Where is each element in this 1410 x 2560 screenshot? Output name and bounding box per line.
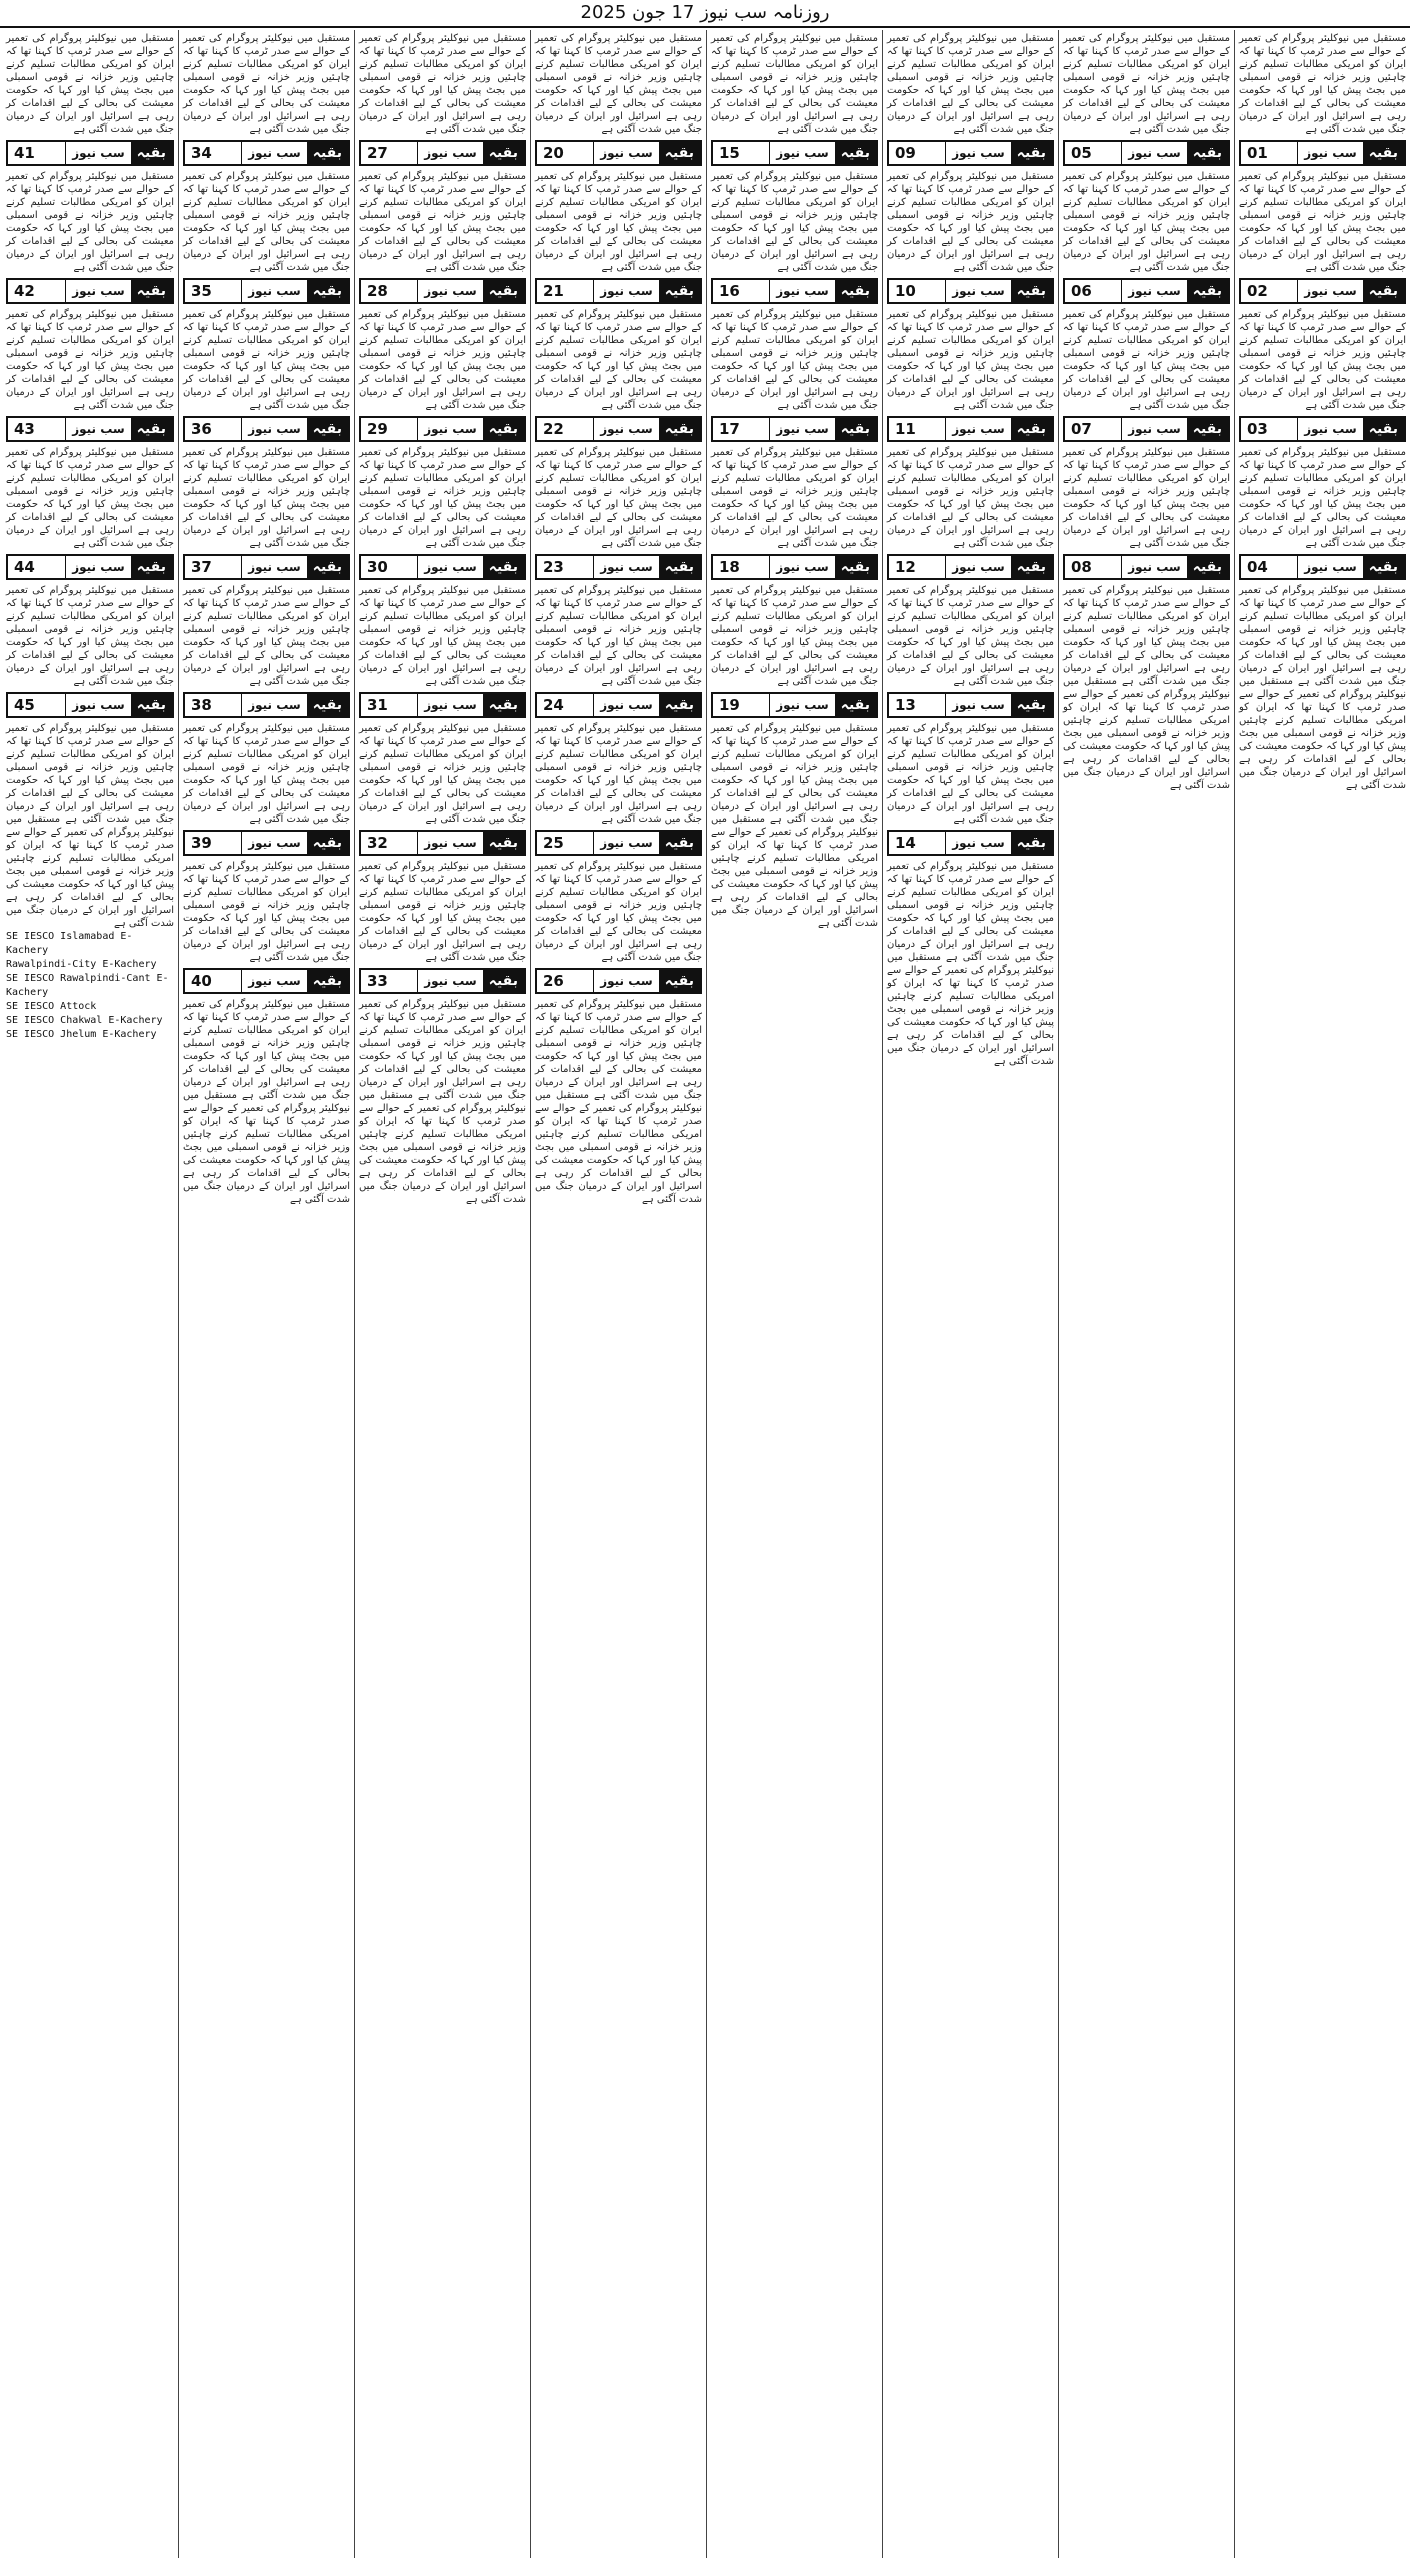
continuation-source: سب نیوز <box>952 422 1005 436</box>
continuation-box <box>359 278 526 304</box>
continuation-number: 27 <box>361 142 418 164</box>
continuation-label: بقیہ <box>835 556 876 578</box>
continuation-source: سب نیوز <box>776 698 829 712</box>
continuation-label: بقیہ <box>307 832 348 854</box>
article-text: مستقبل میں نیوکلیئر پروگرام کی تعمیر کے حوالے سے صدر ٹرمپ کا کہنا تھا کہ ایران کو امریکی مطالبات تسلیم کرنے چاہئیں وزیر خزانہ نے قومی اسمبلی میں بجٹ پیش کیا اور کہا کہ حکومت معیشت کی بحالی کے لیے اقدامات کر رہی ہے اسرائیل اور ایران کے درمیان جنگ میں شدت آگئی ہے <box>183 33 350 135</box>
continuation-source: سب نیوز <box>1304 422 1357 436</box>
continuation-source: سب نیوز <box>1304 284 1357 298</box>
continuation-box <box>183 416 350 442</box>
continuation-label: بقیہ <box>1187 142 1228 164</box>
continuation-box <box>359 140 526 166</box>
article-text: مستقبل میں نیوکلیئر پروگرام کی تعمیر کے حوالے سے صدر ٹرمپ کا کہنا تھا کہ ایران کو امریکی مطالبات تسلیم کرنے چاہئیں وزیر خزانہ نے قومی اسمبلی میں بجٹ پیش کیا اور کہا کہ حکومت معیشت کی بحالی کے لیے اقدامات کر رہی ہے اسرائیل اور ایران کے درمیان جنگ میں شدت آگئی ہے <box>887 447 1054 549</box>
continuation-number: 20 <box>537 142 594 164</box>
article-text: مستقبل میں نیوکلیئر پروگرام کی تعمیر کے حوالے سے صدر ٹرمپ کا کہنا تھا کہ ایران کو امریکی مطالبات تسلیم کرنے چاہئیں وزیر خزانہ نے قومی اسمبلی میں بجٹ پیش کیا اور کہا کہ حکومت معیشت کی بحالی کے لیے اقدامات کر رہی ہے اسرائیل اور ایران کے درمیان جنگ میں شدت آگئی ہے <box>887 171 1054 273</box>
continuation-number: 37 <box>185 556 242 578</box>
continuation-source: سب نیوز <box>1304 146 1357 160</box>
continuation-box <box>183 692 350 718</box>
continuation-box <box>1239 140 1406 166</box>
continuation-box <box>535 416 702 442</box>
article-text: مستقبل میں نیوکلیئر پروگرام کی تعمیر کے حوالے سے صدر ٹرمپ کا کہنا تھا کہ ایران کو امریکی مطالبات تسلیم کرنے چاہئیں وزیر خزانہ نے قومی اسمبلی میں بجٹ پیش کیا اور کہا کہ حکومت معیشت کی بحالی کے لیے اقدامات کر رہی ہے اسرائیل اور ایران کے درمیان جنگ میں شدت آگئی ہے مستقبل میں نیوکلیئر پروگرام کی تعمیر کے حوالے سے صدر ٹرمپ کا کہنا تھا کہ ایران کو امریکی مطالبات تسلیم کرنے چاہئیں وزیر خزانہ نے قومی اسمبلی میں بجٹ پیش کیا اور کہا کہ حکومت معیشت کی بحالی کے لیے اقدامات کر رہی ہے اسرائیل اور ایران کے درمیان جنگ میں شدت آگئی ہے <box>1063 585 1230 791</box>
continuation-number: 36 <box>185 418 242 440</box>
article-text: مستقبل میں نیوکلیئر پروگرام کی تعمیر کے حوالے سے صدر ٹرمپ کا کہنا تھا کہ ایران کو امریکی مطالبات تسلیم کرنے چاہئیں وزیر خزانہ نے قومی اسمبلی میں بجٹ پیش کیا اور کہا کہ حکومت معیشت کی بحالی کے لیے اقدامات کر رہی ہے اسرائیل اور ایران کے درمیان جنگ میں شدت آگئی ہے <box>183 585 350 687</box>
continuation-source: سب نیوز <box>424 422 477 436</box>
continuation-source: سب نیوز <box>248 836 301 850</box>
column-4 <box>706 30 882 2558</box>
article-text: مستقبل میں نیوکلیئر پروگرام کی تعمیر کے حوالے سے صدر ٹرمپ کا کہنا تھا کہ ایران کو امریکی مطالبات تسلیم کرنے چاہئیں وزیر خزانہ نے قومی اسمبلی میں بجٹ پیش کیا اور کہا کہ حکومت معیشت کی بحالی کے لیے اقدامات کر رہی ہے اسرائیل اور ایران کے درمیان جنگ میں شدت آگئی ہے <box>535 861 702 963</box>
continuation-number: 33 <box>361 970 418 992</box>
article-text: مستقبل میں نیوکلیئر پروگرام کی تعمیر کے حوالے سے صدر ٹرمپ کا کہنا تھا کہ ایران کو امریکی مطالبات تسلیم کرنے چاہئیں وزیر خزانہ نے قومی اسمبلی میں بجٹ پیش کیا اور کہا کہ حکومت معیشت کی بحالی کے لیے اقدامات کر رہی ہے اسرائیل اور ایران کے درمیان جنگ میں شدت آگئی ہے <box>359 171 526 273</box>
continuation-box <box>535 140 702 166</box>
continuation-source: سب نیوز <box>776 422 829 436</box>
continuation-number: 40 <box>185 970 242 992</box>
article-text: مستقبل میں نیوکلیئر پروگرام کی تعمیر کے حوالے سے صدر ٹرمپ کا کہنا تھا کہ ایران کو امریکی مطالبات تسلیم کرنے چاہئیں وزیر خزانہ نے قومی اسمبلی میں بجٹ پیش کیا اور کہا کہ حکومت معیشت کی بحالی کے لیے اقدامات کر رہی ہے اسرائیل اور ایران کے درمیان جنگ میں شدت آگئی ہے <box>359 861 526 963</box>
continuation-label: بقیہ <box>835 418 876 440</box>
continuation-box <box>183 278 350 304</box>
continuation-number: 28 <box>361 280 418 302</box>
continuation-number: 14 <box>889 832 946 854</box>
continuation-source: سب نیوز <box>952 836 1005 850</box>
iesco-contact-line: SE IESCO Chakwal E-Kachery <box>6 1015 163 1026</box>
continuation-number: 41 <box>8 142 66 164</box>
continuation-label: بقیہ <box>307 142 348 164</box>
article-text: مستقبل میں نیوکلیئر پروگرام کی تعمیر کے حوالے سے صدر ٹرمپ کا کہنا تھا کہ ایران کو امریکی مطالبات تسلیم کرنے چاہئیں وزیر خزانہ نے قومی اسمبلی میں بجٹ پیش کیا اور کہا کہ حکومت معیشت کی بحالی کے لیے اقدامات کر رہی ہے اسرائیل اور ایران کے درمیان جنگ میں شدت آگئی ہے <box>887 309 1054 411</box>
continuation-number: 04 <box>1241 556 1298 578</box>
article-text: مستقبل میں نیوکلیئر پروگرام کی تعمیر کے حوالے سے صدر ٹرمپ کا کہنا تھا کہ ایران کو امریکی مطالبات تسلیم کرنے چاہئیں وزیر خزانہ نے قومی اسمبلی میں بجٹ پیش کیا اور کہا کہ حکومت معیشت کی بحالی کے لیے اقدامات کر رہی ہے اسرائیل اور ایران کے درمیان جنگ میں شدت آگئی ہے <box>6 447 174 549</box>
continuation-label: بقیہ <box>659 280 700 302</box>
article-text: مستقبل میں نیوکلیئر پروگرام کی تعمیر کے حوالے سے صدر ٹرمپ کا کہنا تھا کہ ایران کو امریکی مطالبات تسلیم کرنے چاہئیں وزیر خزانہ نے قومی اسمبلی میں بجٹ پیش کیا اور کہا کہ حکومت معیشت کی بحالی کے لیے اقدامات کر رہی ہے اسرائیل اور ایران کے درمیان جنگ میں شدت آگئی ہے <box>1063 309 1230 411</box>
continuation-source: سب نیوز <box>952 698 1005 712</box>
continuation-source: سب نیوز <box>952 560 1005 574</box>
continuation-label: بقیہ <box>659 556 700 578</box>
continuation-label: بقیہ <box>659 694 700 716</box>
continuation-box <box>887 416 1054 442</box>
continuation-box <box>359 830 526 856</box>
continuation-number: 19 <box>713 694 770 716</box>
continuation-label: بقیہ <box>1011 280 1052 302</box>
article-text: مستقبل میں نیوکلیئر پروگرام کی تعمیر کے حوالے سے صدر ٹرمپ کا کہنا تھا کہ ایران کو امریکی مطالبات تسلیم کرنے چاہئیں وزیر خزانہ نے قومی اسمبلی میں بجٹ پیش کیا اور کہا کہ حکومت معیشت کی بحالی کے لیے اقدامات کر رہی ہے اسرائیل اور ایران کے درمیان جنگ میں شدت آگئی ہے مستقبل میں نیوکلیئر پروگرام کی تعمیر کے حوالے سے صدر ٹرمپ کا کہنا تھا کہ ایران کو امریکی مطالبات تسلیم کرنے چاہئیں وزیر خزانہ نے قومی اسمبلی میں بجٹ پیش کیا اور کہا کہ حکومت معیشت کی بحالی کے لیے اقدامات کر رہی ہے اسرائیل اور ایران کے درمیان جنگ میں شدت آگئی ہے <box>1239 585 1406 791</box>
continuation-number: 32 <box>361 832 418 854</box>
continuation-box <box>183 140 350 166</box>
continuation-label: بقیہ <box>1187 280 1228 302</box>
continuation-box <box>183 554 350 580</box>
continuation-box <box>6 278 174 304</box>
continuation-number: 24 <box>537 694 594 716</box>
continuation-box <box>535 278 702 304</box>
article-text: مستقبل میں نیوکلیئر پروگرام کی تعمیر کے حوالے سے صدر ٹرمپ کا کہنا تھا کہ ایران کو امریکی مطالبات تسلیم کرنے چاہئیں وزیر خزانہ نے قومی اسمبلی میں بجٹ پیش کیا اور کہا کہ حکومت معیشت کی بحالی کے لیے اقدامات کر رہی ہے اسرائیل اور ایران کے درمیان جنگ میں شدت آگئی ہے <box>183 723 350 825</box>
continuation-number: 11 <box>889 418 946 440</box>
article-text: مستقبل میں نیوکلیئر پروگرام کی تعمیر کے حوالے سے صدر ٹرمپ کا کہنا تھا کہ ایران کو امریکی مطالبات تسلیم کرنے چاہئیں وزیر خزانہ نے قومی اسمبلی میں بجٹ پیش کیا اور کہا کہ حکومت معیشت کی بحالی کے لیے اقدامات کر رہی ہے اسرائیل اور ایران کے درمیان جنگ میں شدت آگئی ہے <box>535 171 702 273</box>
continuation-number: 12 <box>889 556 946 578</box>
continuation-number: 35 <box>185 280 242 302</box>
continuation-box <box>1063 278 1230 304</box>
continuation-number: 10 <box>889 280 946 302</box>
continuation-box <box>1063 140 1230 166</box>
continuation-number: 44 <box>8 556 66 578</box>
continuation-source: سب نیوز <box>600 560 653 574</box>
continuation-box <box>1063 416 1230 442</box>
continuation-label: بقیہ <box>483 142 524 164</box>
continuation-label: بقیہ <box>131 142 172 164</box>
continuation-source: سب نیوز <box>776 284 829 298</box>
continuation-label: بقیہ <box>1187 556 1228 578</box>
continuation-label: بقیہ <box>483 832 524 854</box>
article-text: مستقبل میں نیوکلیئر پروگرام کی تعمیر کے حوالے سے صدر ٹرمپ کا کہنا تھا کہ ایران کو امریکی مطالبات تسلیم کرنے چاہئیں وزیر خزانہ نے قومی اسمبلی میں بجٹ پیش کیا اور کہا کہ حکومت معیشت کی بحالی کے لیے اقدامات کر رہی ہے اسرائیل اور ایران کے درمیان جنگ میں شدت آگئی ہے مستقبل میں نیوکلیئر پروگرام کی تعمیر کے حوالے سے صدر ٹرمپ کا کہنا تھا کہ ایران کو امریکی مطالبات تسلیم کرنے چاہئیں وزیر خزانہ نے قومی اسمبلی میں بجٹ پیش کیا اور کہا کہ حکومت معیشت کی بحالی کے لیے اقدامات کر رہی ہے اسرائیل اور ایران کے درمیان جنگ میں شدت آگئی ہے <box>711 723 878 929</box>
continuation-number: 02 <box>1241 280 1298 302</box>
continuation-number: 30 <box>361 556 418 578</box>
article-text: مستقبل میں نیوکلیئر پروگرام کی تعمیر کے حوالے سے صدر ٹرمپ کا کہنا تھا کہ ایران کو امریکی مطالبات تسلیم کرنے چاہئیں وزیر خزانہ نے قومی اسمبلی میں بجٹ پیش کیا اور کہا کہ حکومت معیشت کی بحالی کے لیے اقدامات کر رہی ہے اسرائیل اور ایران کے درمیان جنگ میں شدت آگئی ہے <box>1063 447 1230 549</box>
continuation-box <box>535 692 702 718</box>
continuation-box <box>183 968 350 994</box>
column-8 <box>2 30 178 2558</box>
continuation-number: 31 <box>361 694 418 716</box>
continuation-number: 08 <box>1065 556 1122 578</box>
continuation-number: 34 <box>185 142 242 164</box>
continuation-number: 05 <box>1065 142 1122 164</box>
article-text: مستقبل میں نیوکلیئر پروگرام کی تعمیر کے حوالے سے صدر ٹرمپ کا کہنا تھا کہ ایران کو امریکی مطالبات تسلیم کرنے چاہئیں وزیر خزانہ نے قومی اسمبلی میں بجٹ پیش کیا اور کہا کہ حکومت معیشت کی بحالی کے لیے اقدامات کر رہی ہے اسرائیل اور ایران کے درمیان جنگ میں شدت آگئی ہے <box>1239 33 1406 135</box>
continuation-box <box>6 416 174 442</box>
article-text: مستقبل میں نیوکلیئر پروگرام کی تعمیر کے حوالے سے صدر ٹرمپ کا کہنا تھا کہ ایران کو امریکی مطالبات تسلیم کرنے چاہئیں وزیر خزانہ نے قومی اسمبلی میں بجٹ پیش کیا اور کہا کہ حکومت معیشت کی بحالی کے لیے اقدامات کر رہی ہے اسرائیل اور ایران کے درمیان جنگ میں شدت آگئی ہے <box>887 723 1054 825</box>
continuation-box <box>6 554 174 580</box>
continuation-source: سب نیوز <box>600 422 653 436</box>
continuation-source: سب نیوز <box>424 284 477 298</box>
article-text: مستقبل میں نیوکلیئر پروگرام کی تعمیر کے حوالے سے صدر ٹرمپ کا کہنا تھا کہ ایران کو امریکی مطالبات تسلیم کرنے چاہئیں وزیر خزانہ نے قومی اسمبلی میں بجٹ پیش کیا اور کہا کہ حکومت معیشت کی بحالی کے لیے اقدامات کر رہی ہے اسرائیل اور ایران کے درمیان جنگ میں شدت آگئی ہے <box>1239 309 1406 411</box>
continuation-label: بقیہ <box>1187 418 1228 440</box>
continuation-number: 13 <box>889 694 946 716</box>
continuation-box <box>1063 554 1230 580</box>
article-text: مستقبل میں نیوکلیئر پروگرام کی تعمیر کے حوالے سے صدر ٹرمپ کا کہنا تھا کہ ایران کو امریکی مطالبات تسلیم کرنے چاہئیں وزیر خزانہ نے قومی اسمبلی میں بجٹ پیش کیا اور کہا کہ حکومت معیشت کی بحالی کے لیے اقدامات کر رہی ہے اسرائیل اور ایران کے درمیان جنگ میں شدت آگئی ہے <box>711 447 878 549</box>
continuation-label: بقیہ <box>835 280 876 302</box>
continuation-source: سب نیوز <box>72 146 125 160</box>
iesco-contact-line: SE IESCO Attock <box>6 1001 97 1012</box>
continuation-number: 07 <box>1065 418 1122 440</box>
continuation-box <box>711 140 878 166</box>
article-text: مستقبل میں نیوکلیئر پروگرام کی تعمیر کے حوالے سے صدر ٹرمپ کا کہنا تھا کہ ایران کو امریکی مطالبات تسلیم کرنے چاہئیں وزیر خزانہ نے قومی اسمبلی میں بجٹ پیش کیا اور کہا کہ حکومت معیشت کی بحالی کے لیے اقدامات کر رہی ہے اسرائیل اور ایران کے درمیان جنگ میں شدت آگئی ہے <box>359 309 526 411</box>
article-text: مستقبل میں نیوکلیئر پروگرام کی تعمیر کے حوالے سے صدر ٹرمپ کا کہنا تھا کہ ایران کو امریکی مطالبات تسلیم کرنے چاہئیں وزیر خزانہ نے قومی اسمبلی میں بجٹ پیش کیا اور کہا کہ حکومت معیشت کی بحالی کے لیے اقدامات کر رہی ہے اسرائیل اور ایران کے درمیان جنگ میں شدت آگئی ہے مستقبل میں نیوکلیئر پروگرام کی تعمیر کے حوالے سے صدر ٹرمپ کا کہنا تھا کہ ایران کو امریکی مطالبات تسلیم کرنے چاہئیں وزیر خزانہ نے قومی اسمبلی میں بجٹ پیش کیا اور کہا کہ حکومت معیشت کی بحالی کے لیے اقدامات کر رہی ہے اسرائیل اور ایران کے درمیان جنگ میں شدت آگئی ہے <box>535 999 702 1205</box>
article-text: مستقبل میں نیوکلیئر پروگرام کی تعمیر کے حوالے سے صدر ٹرمپ کا کہنا تھا کہ ایران کو امریکی مطالبات تسلیم کرنے چاہئیں وزیر خزانہ نے قومی اسمبلی میں بجٹ پیش کیا اور کہا کہ حکومت معیشت کی بحالی کے لیے اقدامات کر رہی ہے اسرائیل اور ایران کے درمیان جنگ میں شدت آگئی ہے <box>711 585 878 687</box>
continuation-source: سب نیوز <box>600 974 653 988</box>
article-text: مستقبل میں نیوکلیئر پروگرام کی تعمیر کے حوالے سے صدر ٹرمپ کا کہنا تھا کہ ایران کو امریکی مطالبات تسلیم کرنے چاہئیں وزیر خزانہ نے قومی اسمبلی میں بجٹ پیش کیا اور کہا کہ حکومت معیشت کی بحالی کے لیے اقدامات کر رہی ہے اسرائیل اور ایران کے درمیان جنگ میں شدت آگئی ہے <box>6 309 174 411</box>
column-3 <box>882 30 1058 2558</box>
masthead <box>0 0 1410 28</box>
continuation-source: سب نیوز <box>1304 560 1357 574</box>
continuation-source: سب نیوز <box>776 560 829 574</box>
continuation-source: سب نیوز <box>72 422 125 436</box>
continuation-label: بقیہ <box>131 418 172 440</box>
continuation-label: بقیہ <box>1011 142 1052 164</box>
continuation-number: 43 <box>8 418 66 440</box>
continuation-number: 09 <box>889 142 946 164</box>
article-text: مستقبل میں نیوکلیئر پروگرام کی تعمیر کے حوالے سے صدر ٹرمپ کا کہنا تھا کہ ایران کو امریکی مطالبات تسلیم کرنے چاہئیں وزیر خزانہ نے قومی اسمبلی میں بجٹ پیش کیا اور کہا کہ حکومت معیشت کی بحالی کے لیے اقدامات کر رہی ہے اسرائیل اور ایران کے درمیان جنگ میں شدت آگئی ہے <box>183 447 350 549</box>
masthead-title: روزنامہ سب نیوز 17 جون 2025 <box>580 2 830 23</box>
continuation-number: 45 <box>8 694 66 716</box>
article-text: مستقبل میں نیوکلیئر پروگرام کی تعمیر کے حوالے سے صدر ٹرمپ کا کہنا تھا کہ ایران کو امریکی مطالبات تسلیم کرنے چاہئیں وزیر خزانہ نے قومی اسمبلی میں بجٹ پیش کیا اور کہا کہ حکومت معیشت کی بحالی کے لیے اقدامات کر رہی ہے اسرائیل اور ایران کے درمیان جنگ میں شدت آگئی ہے <box>887 585 1054 687</box>
column-1 <box>1234 30 1410 2558</box>
continuation-source: سب نیوز <box>424 836 477 850</box>
continuation-source: سب نیوز <box>248 146 301 160</box>
continuation-source: سب نیوز <box>72 284 125 298</box>
article-text: مستقبل میں نیوکلیئر پروگرام کی تعمیر کے حوالے سے صدر ٹرمپ کا کہنا تھا کہ ایران کو امریکی مطالبات تسلیم کرنے چاہئیں وزیر خزانہ نے قومی اسمبلی میں بجٹ پیش کیا اور کہا کہ حکومت معیشت کی بحالی کے لیے اقدامات کر رہی ہے اسرائیل اور ایران کے درمیان جنگ میں شدت آگئی ہے <box>359 447 526 549</box>
article-text: مستقبل میں نیوکلیئر پروگرام کی تعمیر کے حوالے سے صدر ٹرمپ کا کہنا تھا کہ ایران کو امریکی مطالبات تسلیم کرنے چاہئیں وزیر خزانہ نے قومی اسمبلی میں بجٹ پیش کیا اور کہا کہ حکومت معیشت کی بحالی کے لیے اقدامات کر رہی ہے اسرائیل اور ایران کے درمیان جنگ میں شدت آگئی ہے <box>1239 171 1406 273</box>
continuation-label: بقیہ <box>659 970 700 992</box>
continuation-source: سب نیوز <box>72 698 125 712</box>
article-text: مستقبل میں نیوکلیئر پروگرام کی تعمیر کے حوالے سے صدر ٹرمپ کا کہنا تھا کہ ایران کو امریکی مطالبات تسلیم کرنے چاہئیں وزیر خزانہ نے قومی اسمبلی میں بجٹ پیش کیا اور کہا کہ حکومت معیشت کی بحالی کے لیے اقدامات کر رہی ہے اسرائیل اور ایران کے درمیان جنگ میں شدت آگئی ہے مستقبل میں نیوکلیئر پروگرام کی تعمیر کے حوالے سے صدر ٹرمپ کا کہنا تھا کہ ایران کو امریکی مطالبات تسلیم کرنے چاہئیں وزیر خزانہ نے قومی اسمبلی میں بجٹ پیش کیا اور کہا کہ حکومت معیشت کی بحالی کے لیے اقدامات کر رہی ہے اسرائیل اور ایران کے درمیان جنگ میں شدت آگئی ہے <box>6 723 174 929</box>
continuation-box <box>711 278 878 304</box>
continuation-box <box>535 968 702 994</box>
continuation-box <box>711 554 878 580</box>
continuation-source: سب نیوز <box>248 422 301 436</box>
article-text: مستقبل میں نیوکلیئر پروگرام کی تعمیر کے حوالے سے صدر ٹرمپ کا کہنا تھا کہ ایران کو امریکی مطالبات تسلیم کرنے چاہئیں وزیر خزانہ نے قومی اسمبلی میں بجٹ پیش کیا اور کہا کہ حکومت معیشت کی بحالی کے لیے اقدامات کر رہی ہے اسرائیل اور ایران کے درمیان جنگ میں شدت آگئی ہے <box>711 171 878 273</box>
continuation-number: 01 <box>1241 142 1298 164</box>
article-text: مستقبل میں نیوکلیئر پروگرام کی تعمیر کے حوالے سے صدر ٹرمپ کا کہنا تھا کہ ایران کو امریکی مطالبات تسلیم کرنے چاہئیں وزیر خزانہ نے قومی اسمبلی میں بجٹ پیش کیا اور کہا کہ حکومت معیشت کی بحالی کے لیے اقدامات کر رہی ہے اسرائیل اور ایران کے درمیان جنگ میں شدت آگئی ہے <box>359 33 526 135</box>
article-text: مستقبل میں نیوکلیئر پروگرام کی تعمیر کے حوالے سے صدر ٹرمپ کا کہنا تھا کہ ایران کو امریکی مطالبات تسلیم کرنے چاہئیں وزیر خزانہ نے قومی اسمبلی میں بجٹ پیش کیا اور کہا کہ حکومت معیشت کی بحالی کے لیے اقدامات کر رہی ہے اسرائیل اور ایران کے درمیان جنگ میں شدت آگئی ہے مستقبل میں نیوکلیئر پروگرام کی تعمیر کے حوالے سے صدر ٹرمپ کا کہنا تھا کہ ایران کو امریکی مطالبات تسلیم کرنے چاہئیں وزیر خزانہ نے قومی اسمبلی میں بجٹ پیش کیا اور کہا کہ حکومت معیشت کی بحالی کے لیے اقدامات کر رہی ہے اسرائیل اور ایران کے درمیان جنگ میں شدت آگئی ہے <box>183 999 350 1205</box>
continuation-source: سب نیوز <box>424 698 477 712</box>
article-text: مستقبل میں نیوکلیئر پروگرام کی تعمیر کے حوالے سے صدر ٹرمپ کا کہنا تھا کہ ایران کو امریکی مطالبات تسلیم کرنے چاہئیں وزیر خزانہ نے قومی اسمبلی میں بجٹ پیش کیا اور کہا کہ حکومت معیشت کی بحالی کے لیے اقدامات کر رہی ہے اسرائیل اور ایران کے درمیان جنگ میں شدت آگئی ہے <box>6 171 174 273</box>
continuation-number: 26 <box>537 970 594 992</box>
article-text: مستقبل میں نیوکلیئر پروگرام کی تعمیر کے حوالے سے صدر ٹرمپ کا کہنا تھا کہ ایران کو امریکی مطالبات تسلیم کرنے چاہئیں وزیر خزانہ نے قومی اسمبلی میں بجٹ پیش کیا اور کہا کہ حکومت معیشت کی بحالی کے لیے اقدامات کر رہی ہے اسرائیل اور ایران کے درمیان جنگ میں شدت آگئی ہے <box>6 33 174 135</box>
continuation-number: 23 <box>537 556 594 578</box>
continuation-source: سب نیوز <box>248 284 301 298</box>
continuation-label: بقیہ <box>1011 556 1052 578</box>
continuation-label: بقیہ <box>307 418 348 440</box>
continuation-box <box>359 416 526 442</box>
continuation-label: بقیہ <box>483 970 524 992</box>
columns-container <box>0 30 1410 2558</box>
article-text: مستقبل میں نیوکلیئر پروگرام کی تعمیر کے حوالے سے صدر ٹرمپ کا کہنا تھا کہ ایران کو امریکی مطالبات تسلیم کرنے چاہئیں وزیر خزانہ نے قومی اسمبلی میں بجٹ پیش کیا اور کہا کہ حکومت معیشت کی بحالی کے لیے اقدامات کر رہی ہے اسرائیل اور ایران کے درمیان جنگ میں شدت آگئی ہے <box>711 33 878 135</box>
column-7 <box>178 30 354 2558</box>
continuation-label: بقیہ <box>659 832 700 854</box>
continuation-source: سب نیوز <box>600 284 653 298</box>
column-5 <box>530 30 706 2558</box>
continuation-label: بقیہ <box>1011 694 1052 716</box>
iesco-contact-line: SE IESCO Jhelum E-Kachery <box>6 1029 157 1040</box>
continuation-label: بقیہ <box>307 970 348 992</box>
article-text: مستقبل میں نیوکلیئر پروگرام کی تعمیر کے حوالے سے صدر ٹرمپ کا کہنا تھا کہ ایران کو امریکی مطالبات تسلیم کرنے چاہئیں وزیر خزانہ نے قومی اسمبلی میں بجٹ پیش کیا اور کہا کہ حکومت معیشت کی بحالی کے لیے اقدامات کر رہی ہے اسرائیل اور ایران کے درمیان جنگ میں شدت آگئی ہے <box>535 309 702 411</box>
continuation-label: بقیہ <box>307 280 348 302</box>
continuation-label: بقیہ <box>1363 280 1404 302</box>
continuation-label: بقیہ <box>131 556 172 578</box>
article-text: مستقبل میں نیوکلیئر پروگرام کی تعمیر کے حوالے سے صدر ٹرمپ کا کہنا تھا کہ ایران کو امریکی مطالبات تسلیم کرنے چاہئیں وزیر خزانہ نے قومی اسمبلی میں بجٹ پیش کیا اور کہا کہ حکومت معیشت کی بحالی کے لیے اقدامات کر رہی ہے اسرائیل اور ایران کے درمیان جنگ میں شدت آگئی ہے <box>535 447 702 549</box>
continuation-box <box>887 692 1054 718</box>
continuation-number: 15 <box>713 142 770 164</box>
continuation-source: سب نیوز <box>1128 422 1181 436</box>
article-text: مستقبل میں نیوکلیئر پروگرام کی تعمیر کے حوالے سے صدر ٹرمپ کا کہنا تھا کہ ایران کو امریکی مطالبات تسلیم کرنے چاہئیں وزیر خزانہ نے قومی اسمبلی میں بجٹ پیش کیا اور کہا کہ حکومت معیشت کی بحالی کے لیے اقدامات کر رہی ہے اسرائیل اور ایران کے درمیان جنگ میں شدت آگئی ہے <box>535 723 702 825</box>
iesco-contact-line: Rawalpindi-City E-Kachery <box>6 959 157 970</box>
continuation-label: بقیہ <box>659 418 700 440</box>
continuation-number: 18 <box>713 556 770 578</box>
continuation-source: سب نیوز <box>1128 284 1181 298</box>
article-text: مستقبل میں نیوکلیئر پروگرام کی تعمیر کے حوالے سے صدر ٹرمپ کا کہنا تھا کہ ایران کو امریکی مطالبات تسلیم کرنے چاہئیں وزیر خزانہ نے قومی اسمبلی میں بجٹ پیش کیا اور کہا کہ حکومت معیشت کی بحالی کے لیے اقدامات کر رہی ہے اسرائیل اور ایران کے درمیان جنگ میں شدت آگئی ہے <box>183 309 350 411</box>
article-text: مستقبل میں نیوکلیئر پروگرام کی تعمیر کے حوالے سے صدر ٹرمپ کا کہنا تھا کہ ایران کو امریکی مطالبات تسلیم کرنے چاہئیں وزیر خزانہ نے قومی اسمبلی میں بجٹ پیش کیا اور کہا کہ حکومت معیشت کی بحالی کے لیے اقدامات کر رہی ہے اسرائیل اور ایران کے درمیان جنگ میں شدت آگئی ہے <box>887 33 1054 135</box>
continuation-box <box>535 554 702 580</box>
continuation-source: سب نیوز <box>72 560 125 574</box>
continuation-box <box>887 278 1054 304</box>
continuation-number: 29 <box>361 418 418 440</box>
article-text: مستقبل میں نیوکلیئر پروگرام کی تعمیر کے حوالے سے صدر ٹرمپ کا کہنا تھا کہ ایران کو امریکی مطالبات تسلیم کرنے چاہئیں وزیر خزانہ نے قومی اسمبلی میں بجٹ پیش کیا اور کہا کہ حکومت معیشت کی بحالی کے لیے اقدامات کر رہی ہے اسرائیل اور ایران کے درمیان جنگ میں شدت آگئی ہے مستقبل میں نیوکلیئر پروگرام کی تعمیر کے حوالے سے صدر ٹرمپ کا کہنا تھا کہ ایران کو امریکی مطالبات تسلیم کرنے چاہئیں وزیر خزانہ نے قومی اسمبلی میں بجٹ پیش کیا اور کہا کہ حکومت معیشت کی بحالی کے لیے اقدامات کر رہی ہے اسرائیل اور ایران کے درمیان جنگ میں شدت آگئی ہے <box>887 861 1054 1067</box>
article-text: مستقبل میں نیوکلیئر پروگرام کی تعمیر کے حوالے سے صدر ٹرمپ کا کہنا تھا کہ ایران کو امریکی مطالبات تسلیم کرنے چاہئیں وزیر خزانہ نے قومی اسمبلی میں بجٹ پیش کیا اور کہا کہ حکومت معیشت کی بحالی کے لیے اقدامات کر رہی ہے اسرائیل اور ایران کے درمیان جنگ میں شدت آگئی ہے <box>359 585 526 687</box>
continuation-box <box>183 830 350 856</box>
continuation-number: 03 <box>1241 418 1298 440</box>
continuation-box <box>711 416 878 442</box>
continuation-source: سب نیوز <box>424 974 477 988</box>
continuation-label: بقیہ <box>483 556 524 578</box>
column-6 <box>354 30 530 2558</box>
continuation-label: بقیہ <box>1363 556 1404 578</box>
continuation-box <box>6 692 174 718</box>
article-text: مستقبل میں نیوکلیئر پروگرام کی تعمیر کے حوالے سے صدر ٹرمپ کا کہنا تھا کہ ایران کو امریکی مطالبات تسلیم کرنے چاہئیں وزیر خزانہ نے قومی اسمبلی میں بجٹ پیش کیا اور کہا کہ حکومت معیشت کی بحالی کے لیے اقدامات کر رہی ہے اسرائیل اور ایران کے درمیان جنگ میں شدت آگئی ہے <box>359 723 526 825</box>
continuation-label: بقیہ <box>483 694 524 716</box>
continuation-source: سب نیوز <box>424 146 477 160</box>
continuation-box <box>887 140 1054 166</box>
continuation-label: بقیہ <box>131 694 172 716</box>
continuation-box <box>1239 554 1406 580</box>
continuation-box <box>359 968 526 994</box>
continuation-label: بقیہ <box>131 280 172 302</box>
continuation-label: بقیہ <box>1363 142 1404 164</box>
column-2 <box>1058 30 1234 2558</box>
continuation-source: سب نیوز <box>1128 146 1181 160</box>
continuation-number: 22 <box>537 418 594 440</box>
continuation-label: بقیہ <box>659 142 700 164</box>
continuation-box <box>359 692 526 718</box>
continuation-label: بقیہ <box>1363 418 1404 440</box>
continuation-label: بقیہ <box>1011 418 1052 440</box>
continuation-number: 38 <box>185 694 242 716</box>
continuation-number: 39 <box>185 832 242 854</box>
continuation-label: بقیہ <box>835 142 876 164</box>
continuation-label: بقیہ <box>835 694 876 716</box>
continuation-box <box>711 692 878 718</box>
article-text: مستقبل میں نیوکلیئر پروگرام کی تعمیر کے حوالے سے صدر ٹرمپ کا کہنا تھا کہ ایران کو امریکی مطالبات تسلیم کرنے چاہئیں وزیر خزانہ نے قومی اسمبلی میں بجٹ پیش کیا اور کہا کہ حکومت معیشت کی بحالی کے لیے اقدامات کر رہی ہے اسرائیل اور ایران کے درمیان جنگ میں شدت آگئی ہے <box>1063 33 1230 135</box>
continuation-label: بقیہ <box>483 418 524 440</box>
continuation-source: سب نیوز <box>248 560 301 574</box>
continuation-source: سب نیوز <box>776 146 829 160</box>
continuation-label: بقیہ <box>1011 832 1052 854</box>
continuation-number: 42 <box>8 280 66 302</box>
iesco-contact-line: SE IESCO Rawalpindi-Cant E-Kachery <box>6 973 169 998</box>
continuation-box <box>6 140 174 166</box>
continuation-number: 25 <box>537 832 594 854</box>
continuation-source: سب نیوز <box>424 560 477 574</box>
continuation-number: 17 <box>713 418 770 440</box>
continuation-box <box>1239 416 1406 442</box>
continuation-source: سب نیوز <box>600 836 653 850</box>
continuation-source: سب نیوز <box>248 698 301 712</box>
continuation-number: 16 <box>713 280 770 302</box>
continuation-source: سب نیوز <box>600 146 653 160</box>
article-text: مستقبل میں نیوکلیئر پروگرام کی تعمیر کے حوالے سے صدر ٹرمپ کا کہنا تھا کہ ایران کو امریکی مطالبات تسلیم کرنے چاہئیں وزیر خزانہ نے قومی اسمبلی میں بجٹ پیش کیا اور کہا کہ حکومت معیشت کی بحالی کے لیے اقدامات کر رہی ہے اسرائیل اور ایران کے درمیان جنگ میں شدت آگئی ہے <box>183 171 350 273</box>
continuation-source: سب نیوز <box>952 284 1005 298</box>
article-text: مستقبل میں نیوکلیئر پروگرام کی تعمیر کے حوالے سے صدر ٹرمپ کا کہنا تھا کہ ایران کو امریکی مطالبات تسلیم کرنے چاہئیں وزیر خزانہ نے قومی اسمبلی میں بجٹ پیش کیا اور کہا کہ حکومت معیشت کی بحالی کے لیے اقدامات کر رہی ہے اسرائیل اور ایران کے درمیان جنگ میں شدت آگئی ہے <box>1063 171 1230 273</box>
article-text: مستقبل میں نیوکلیئر پروگرام کی تعمیر کے حوالے سے صدر ٹرمپ کا کہنا تھا کہ ایران کو امریکی مطالبات تسلیم کرنے چاہئیں وزیر خزانہ نے قومی اسمبلی میں بجٹ پیش کیا اور کہا کہ حکومت معیشت کی بحالی کے لیے اقدامات کر رہی ہے اسرائیل اور ایران کے درمیان جنگ میں شدت آگئی ہے <box>183 861 350 963</box>
continuation-source: سب نیوز <box>952 146 1005 160</box>
continuation-box <box>887 830 1054 856</box>
article-text: مستقبل میں نیوکلیئر پروگرام کی تعمیر کے حوالے سے صدر ٹرمپ کا کہنا تھا کہ ایران کو امریکی مطالبات تسلیم کرنے چاہئیں وزیر خزانہ نے قومی اسمبلی میں بجٹ پیش کیا اور کہا کہ حکومت معیشت کی بحالی کے لیے اقدامات کر رہی ہے اسرائیل اور ایران کے درمیان جنگ میں شدت آگئی ہے <box>6 585 174 687</box>
iesco-contact-line: SE IESCO Islamabad E-Kachery <box>6 931 133 956</box>
article-text: مستقبل میں نیوکلیئر پروگرام کی تعمیر کے حوالے سے صدر ٹرمپ کا کہنا تھا کہ ایران کو امریکی مطالبات تسلیم کرنے چاہئیں وزیر خزانہ نے قومی اسمبلی میں بجٹ پیش کیا اور کہا کہ حکومت معیشت کی بحالی کے لیے اقدامات کر رہی ہے اسرائیل اور ایران کے درمیان جنگ میں شدت آگئی ہے مستقبل میں نیوکلیئر پروگرام کی تعمیر کے حوالے سے صدر ٹرمپ کا کہنا تھا کہ ایران کو امریکی مطالبات تسلیم کرنے چاہئیں وزیر خزانہ نے قومی اسمبلی میں بجٹ پیش کیا اور کہا کہ حکومت معیشت کی بحالی کے لیے اقدامات کر رہی ہے اسرائیل اور ایران کے درمیان جنگ میں شدت آگئی ہے <box>359 999 526 1205</box>
continuation-box <box>887 554 1054 580</box>
continuation-box <box>535 830 702 856</box>
continuation-box <box>359 554 526 580</box>
continuation-source: سب نیوز <box>248 974 301 988</box>
article-text: مستقبل میں نیوکلیئر پروگرام کی تعمیر کے حوالے سے صدر ٹرمپ کا کہنا تھا کہ ایران کو امریکی مطالبات تسلیم کرنے چاہئیں وزیر خزانہ نے قومی اسمبلی میں بجٹ پیش کیا اور کہا کہ حکومت معیشت کی بحالی کے لیے اقدامات کر رہی ہے اسرائیل اور ایران کے درمیان جنگ میں شدت آگئی ہے <box>711 309 878 411</box>
article-text: مستقبل میں نیوکلیئر پروگرام کی تعمیر کے حوالے سے صدر ٹرمپ کا کہنا تھا کہ ایران کو امریکی مطالبات تسلیم کرنے چاہئیں وزیر خزانہ نے قومی اسمبلی میں بجٹ پیش کیا اور کہا کہ حکومت معیشت کی بحالی کے لیے اقدامات کر رہی ہے اسرائیل اور ایران کے درمیان جنگ میں شدت آگئی ہے <box>1239 447 1406 549</box>
continuation-label: بقیہ <box>483 280 524 302</box>
continuation-label: بقیہ <box>307 556 348 578</box>
continuation-label: بقیہ <box>307 694 348 716</box>
continuation-box <box>1239 278 1406 304</box>
article-text: مستقبل میں نیوکلیئر پروگرام کی تعمیر کے حوالے سے صدر ٹرمپ کا کہنا تھا کہ ایران کو امریکی مطالبات تسلیم کرنے چاہئیں وزیر خزانہ نے قومی اسمبلی میں بجٹ پیش کیا اور کہا کہ حکومت معیشت کی بحالی کے لیے اقدامات کر رہی ہے اسرائیل اور ایران کے درمیان جنگ میں شدت آگئی ہے <box>535 33 702 135</box>
continuation-source: سب نیوز <box>600 698 653 712</box>
continuation-number: 21 <box>537 280 594 302</box>
continuation-source: سب نیوز <box>1128 560 1181 574</box>
continuation-number: 06 <box>1065 280 1122 302</box>
article-text: مستقبل میں نیوکلیئر پروگرام کی تعمیر کے حوالے سے صدر ٹرمپ کا کہنا تھا کہ ایران کو امریکی مطالبات تسلیم کرنے چاہئیں وزیر خزانہ نے قومی اسمبلی میں بجٹ پیش کیا اور کہا کہ حکومت معیشت کی بحالی کے لیے اقدامات کر رہی ہے اسرائیل اور ایران کے درمیان جنگ میں شدت آگئی ہے <box>535 585 702 687</box>
